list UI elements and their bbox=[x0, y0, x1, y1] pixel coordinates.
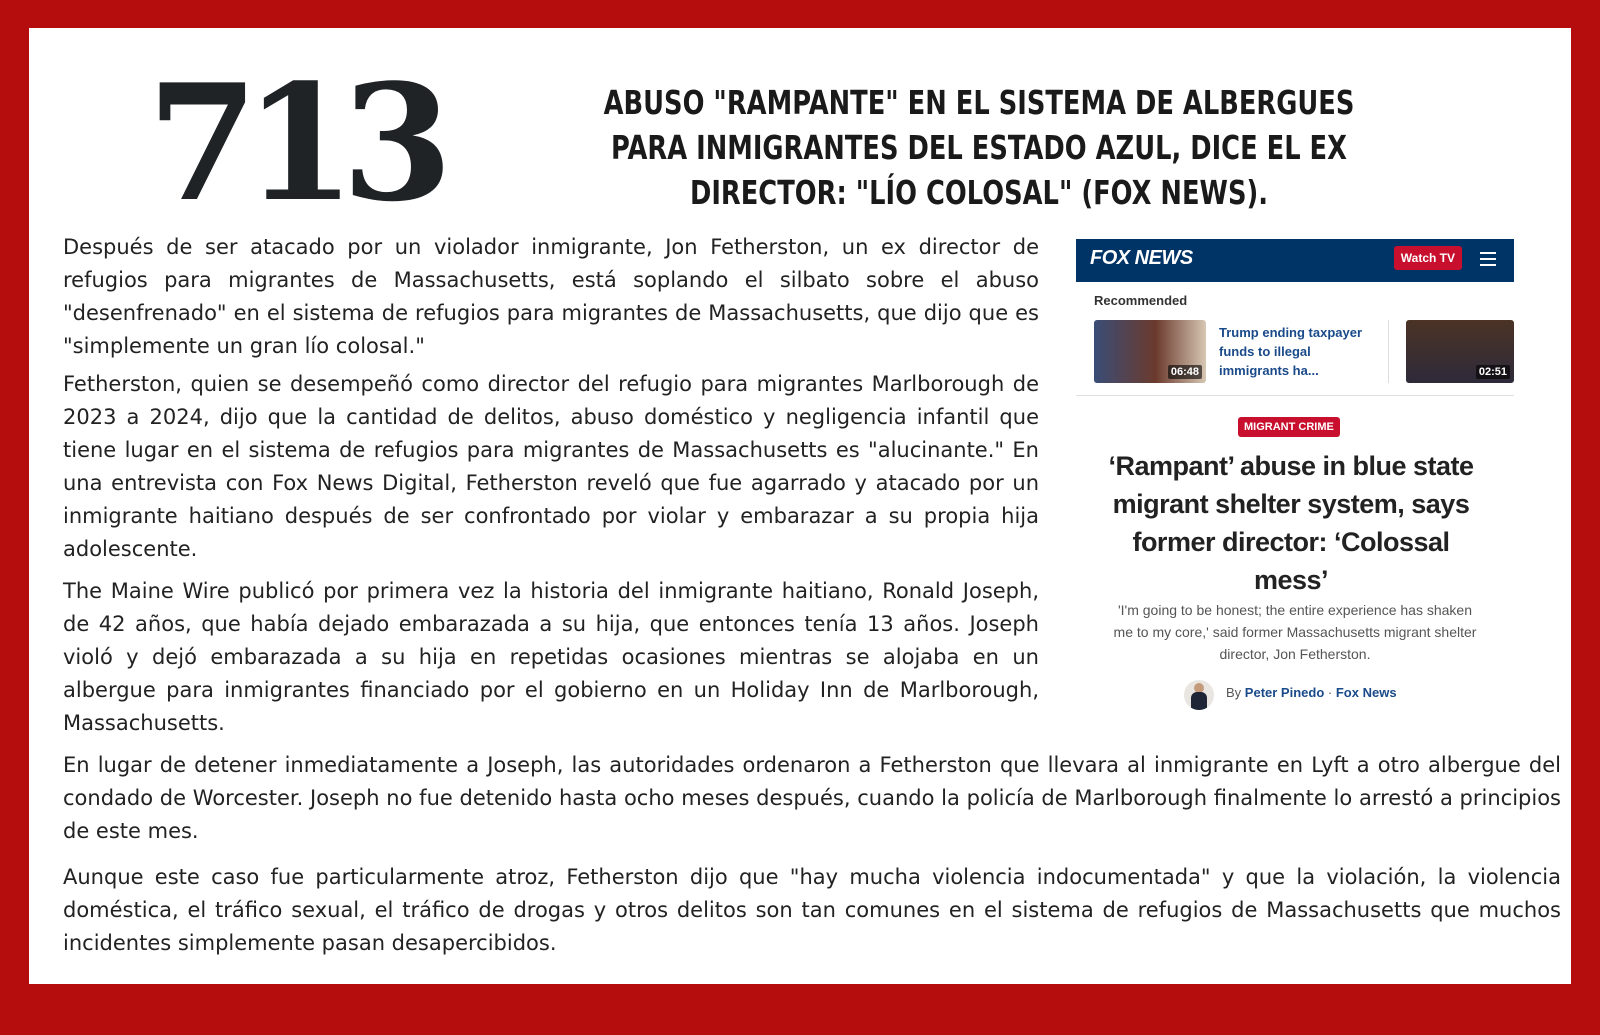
hamburger-menu-icon[interactable] bbox=[1480, 252, 1496, 270]
author-link[interactable]: Peter Pinedo bbox=[1244, 685, 1325, 700]
byline bbox=[1226, 685, 1397, 700]
fox-news-screenshot bbox=[1076, 239, 1514, 739]
video-thumbnail-2[interactable] bbox=[1406, 320, 1514, 383]
fox-nav-bar bbox=[1076, 239, 1514, 282]
paragraph-3: The Maine Wire publicó por primera vez la historia del inmigrante haitiano, Ronald Joseph, de 42 años, que había dejado embarazada a su hija, que entonces tenía 13 años. Joseph violó y dejó embarazada a su hija en repetidas ocasiones mientras se alojaba en un albergue para inmigrantes financiado por el gobierno en un Holiday Inn de Marlborough, Massachusetts. bbox=[63, 579, 1039, 735]
video-thumbnail-1[interactable] bbox=[1094, 320, 1206, 383]
recommended-label: Recommended bbox=[1094, 293, 1188, 308]
video-duration-2: 02:51 bbox=[1476, 365, 1510, 379]
paragraph-4: En lugar de detener inmediatamente a Joseph, las autoridades ordenaron a Fetherston que llevara al inmigrante en Lyft a otro albergue del condado de Worcester. Joseph no fue detenido hasta ocho meses después, cuando la policía de Marlborough finalmente lo arrestó a principios de este mes. bbox=[63, 753, 1561, 843]
divider bbox=[1388, 320, 1389, 383]
headline: ABUSO "RAMPANTE" EN EL SISTEMA DE ALBERGUES PARA INMIGRANTES DEL ESTADO AZUL, DICE EL EX DIRECTOR: "LÍO COLOSAL" (FOX NEWS). bbox=[603, 83, 1355, 212]
category-tag[interactable]: MIGRANT CRIME bbox=[1238, 417, 1340, 437]
video-duration-1: 06:48 bbox=[1168, 365, 1202, 379]
watch-tv-button[interactable]: Watch TV bbox=[1394, 246, 1462, 270]
fox-news-logo: FOX NEWS bbox=[1090, 247, 1193, 269]
author-avatar bbox=[1184, 680, 1214, 710]
recommended-story-link[interactable]: Trump ending taxpayer funds to illegal immigrants ha... bbox=[1219, 325, 1363, 378]
article-subhead: 'I'm going to be honest; the entire experience has shaken me to my core,' said former Massachusetts migrant shelter director, Jon Fetherston. bbox=[1113, 602, 1477, 662]
article-headline: ‘Rampant’ abuse in blue state migrant shelter system, says former director: ‘Colossal mess’ bbox=[1108, 451, 1474, 595]
outlet-link[interactable]: Fox News bbox=[1335, 685, 1397, 700]
byline-by: By bbox=[1226, 685, 1242, 700]
divider bbox=[1076, 395, 1514, 396]
paragraph-5: Aunque este caso fue particularmente atroz, Fetherston dijo que "hay mucha violencia indocumentada" y que la violación, la violencia doméstica, el tráfico sexual, el tráfico de drogas y otros delitos son tan comunes en el sistema de refugios de Massachusetts que muchos incidentes simplemente pasan desapercibidos. bbox=[63, 865, 1561, 955]
paragraph-1: Después de ser atacado por un violador inmigrante, Jon Fetherston, un ex director de refugios para migrantes de Massachusetts, está soplando el silbato sobre el abuso "desenfrenado" en el sistema de refugios para migrantes de Massachusetts, que dijo que es "simplemente un gran lío colosal." bbox=[63, 235, 1039, 358]
item-number: 713 bbox=[147, 49, 439, 237]
content-card bbox=[29, 28, 1571, 984]
paragraph-2: Fetherston, quien se desempeñó como director del refugio para migrantes Marlborough de 2023 a 2024, dijo que la cantidad de delitos, abuso doméstico y negligencia infantil que tiene lugar en el sistema de refugios para migrantes de Massachusetts es "alucinante." En una entrevista con Fox News Digital, Fetherston reveló que fue agarrado y atacado por un inmigrante haitiano después de ser confrontado por violar y embarazar a su propia hija adolescente. bbox=[63, 372, 1039, 561]
byline-separator: · bbox=[1327, 685, 1333, 700]
